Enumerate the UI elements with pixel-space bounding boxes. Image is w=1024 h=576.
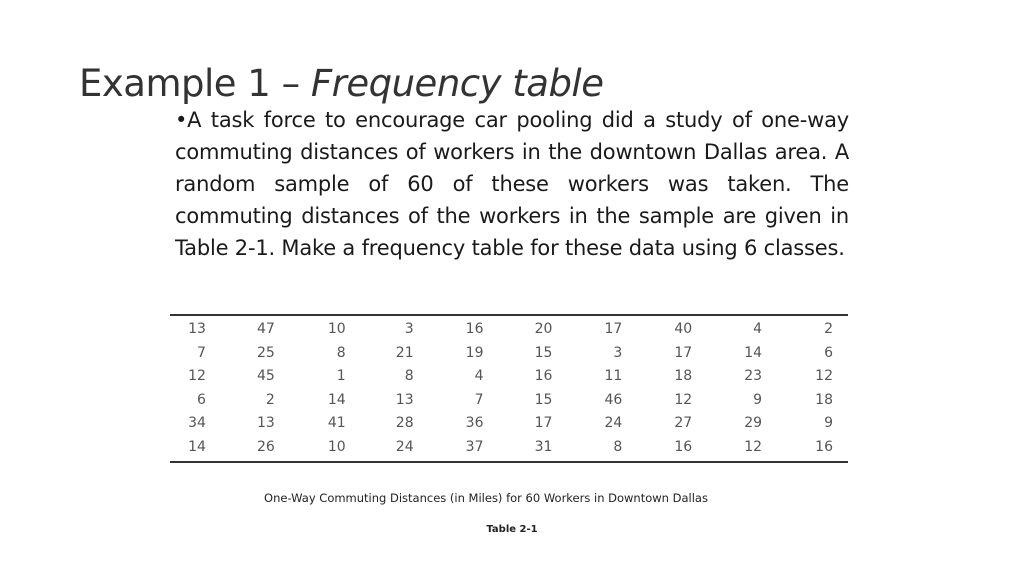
table-row: [170, 342, 848, 366]
table-cell: 13: [257, 415, 275, 431]
table-cell: 46: [604, 391, 623, 408]
table-cell: 15: [534, 391, 553, 408]
table-cell: 18: [815, 391, 833, 408]
table-cell: 14: [327, 391, 346, 408]
table-cell: 14: [188, 438, 206, 455]
table-body: [170, 315, 848, 462]
commuting-distances-table: [170, 314, 848, 463]
table-cell: 13: [395, 391, 414, 408]
table-cell: 1: [336, 368, 346, 384]
table-cell: 9: [753, 391, 763, 408]
table-cell: 26: [257, 438, 275, 455]
table-cell: 20: [534, 321, 553, 337]
table-row: [170, 315, 848, 342]
table-cell: 21: [395, 344, 414, 361]
slide-title-prefix: Example 1 –: [79, 62, 311, 105]
table-cell: 37: [465, 438, 484, 455]
table-cell: 3: [613, 344, 623, 361]
problem-statement: •A task force to encourage car pooling did a study of one-way commuting distances of workers in the downtown Dallas area. A random sample of 60 of these workers was taken. The commuting distances of the workers in the sample are given in Table 2-1. Make a frequency table for these data using 6 classes.: [175, 108, 849, 260]
table-cell: 34: [188, 415, 206, 431]
table-caption: One-Way Commuting Distances (in Miles) for 60 Workers in Downtown Dallas: [264, 491, 708, 505]
table-cell: 6: [824, 344, 833, 361]
table-cell: 16: [465, 321, 484, 337]
table-cell: 19: [465, 344, 484, 361]
table-cell: 3: [404, 321, 414, 337]
table-cell: 16: [534, 368, 553, 384]
table-cell: 8: [336, 344, 346, 361]
table-cell: 16: [815, 438, 833, 455]
table-cell: 17: [604, 321, 623, 337]
table-cell: 25: [257, 344, 275, 361]
table-cell: 7: [474, 391, 484, 408]
table-cell: 2: [824, 321, 833, 337]
table-cell: 2: [265, 391, 275, 408]
table-cell: 12: [188, 368, 206, 384]
table-cell: 8: [613, 438, 623, 455]
table-cell: 31: [534, 438, 553, 455]
table-cell: 10: [327, 438, 346, 455]
table-row: [170, 412, 848, 436]
table-row: [170, 436, 848, 463]
table-cell: 4: [474, 368, 484, 384]
table-label: Table 2-1: [486, 524, 538, 535]
table-cell: 27: [674, 415, 693, 431]
table-cell: 28: [395, 415, 414, 431]
table-cell: 11: [604, 368, 623, 384]
table-cell: 17: [674, 344, 693, 361]
table-cell: 47: [257, 321, 275, 337]
table-cell: 16: [674, 438, 693, 455]
table-cell: 8: [404, 368, 414, 384]
table-cell: 40: [674, 321, 693, 337]
table-cell: 24: [604, 415, 623, 431]
table-cell: 10: [327, 321, 346, 337]
table-cell: 7: [197, 344, 206, 361]
table-cell: 24: [395, 438, 414, 455]
table-cell: 29: [744, 415, 763, 431]
table-cell: 6: [197, 391, 206, 408]
table-cell: 12: [815, 368, 833, 384]
table-cell: 45: [257, 368, 275, 384]
table-cell: 12: [744, 438, 763, 455]
table-cell: 4: [753, 321, 763, 337]
table-cell: 41: [327, 415, 346, 431]
table-row: [170, 389, 848, 413]
table-cell: 23: [744, 368, 763, 384]
table-cell: 14: [744, 344, 763, 361]
table-cell: 15: [534, 344, 553, 361]
slide-title: [79, 58, 603, 110]
table-cell: 13: [188, 321, 206, 337]
table-cell: 12: [674, 391, 693, 408]
table-cell: 17: [534, 415, 553, 431]
table-cell: 18: [674, 368, 693, 384]
table-cell: 9: [824, 415, 833, 431]
slide-title-italic: Frequency table: [310, 62, 604, 105]
table-row: [170, 365, 848, 389]
table-cell: 36: [465, 415, 484, 431]
